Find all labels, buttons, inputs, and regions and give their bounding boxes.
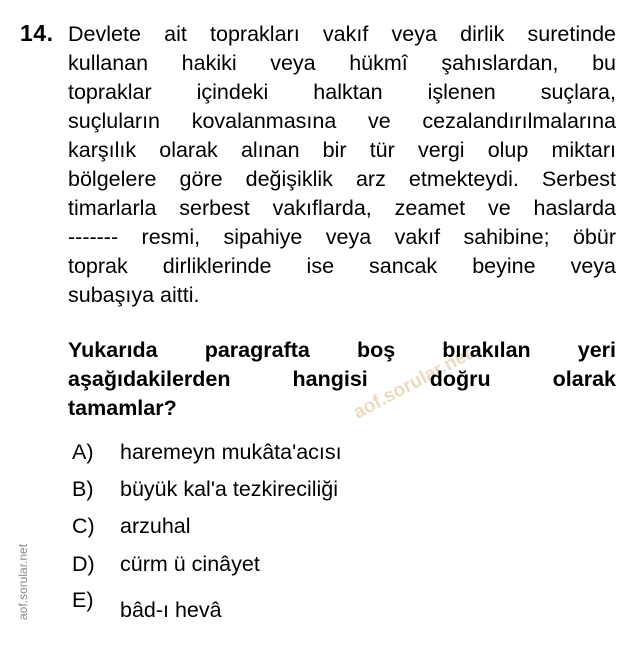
option-text: büyük kal'a tezkireciliği	[120, 477, 339, 501]
paragraph-line: ------- resmi, sipahiye veya vakıf sahibine; öbür	[68, 225, 616, 249]
paragraph-line: topraklar içindeki halktan işlenen suçlara,	[68, 80, 616, 104]
option-c[interactable]	[72, 514, 592, 548]
paragraph-line: bölgelere göre değişiklik arz etmekteydi. Serbest	[68, 167, 616, 191]
option-a[interactable]	[72, 440, 592, 474]
question-line: tamamlar?	[68, 396, 177, 420]
option-text: bâd-ı hevâ	[120, 598, 222, 622]
diagonal-watermark: aof.sorular.net	[350, 343, 476, 424]
option-e[interactable]	[72, 588, 592, 622]
option-text: haremeyn mukâta'acısı	[120, 440, 342, 464]
question-stem	[68, 336, 616, 423]
option-letter: D)	[72, 552, 95, 576]
paragraph-line: toprak dirliklerinde ise sancak beyine veya	[68, 254, 616, 278]
paragraph-line: kullanan hakiki veya hükmî şahıslardan, bu	[68, 51, 616, 75]
question-number: 14.	[20, 20, 54, 46]
paragraph-line: suçluların kovalanmasına ve cezalandırılmalarına	[68, 109, 616, 133]
option-letter: A)	[72, 440, 94, 464]
option-letter: C)	[72, 514, 95, 538]
paragraph-line: Devlete ait toprakları vakıf veya dirlik suretinde	[68, 22, 616, 46]
option-text: arzuhal	[120, 514, 191, 538]
question-line: Yukarıda paragrafta boş bırakılan yeri	[68, 338, 616, 362]
question-line: aşağıdakilerden hangisi doğru olarak	[68, 367, 616, 391]
side-watermark: aof.sorular.net	[16, 543, 30, 620]
question-paragraph	[68, 20, 616, 310]
option-b[interactable]	[72, 477, 592, 511]
paragraph-line: karşılık olarak alınan bir tür vergi olup miktarı	[68, 138, 616, 162]
option-text: cürm ü cinâyet	[120, 552, 260, 576]
paragraph-line: timarlarla serbest vakıflarda, zeamet ve haslarda	[68, 196, 616, 220]
option-letter: B)	[72, 477, 94, 501]
paragraph-line: subaşıya aitti.	[68, 283, 200, 307]
option-d[interactable]	[72, 552, 592, 586]
option-letter: E)	[72, 588, 94, 612]
